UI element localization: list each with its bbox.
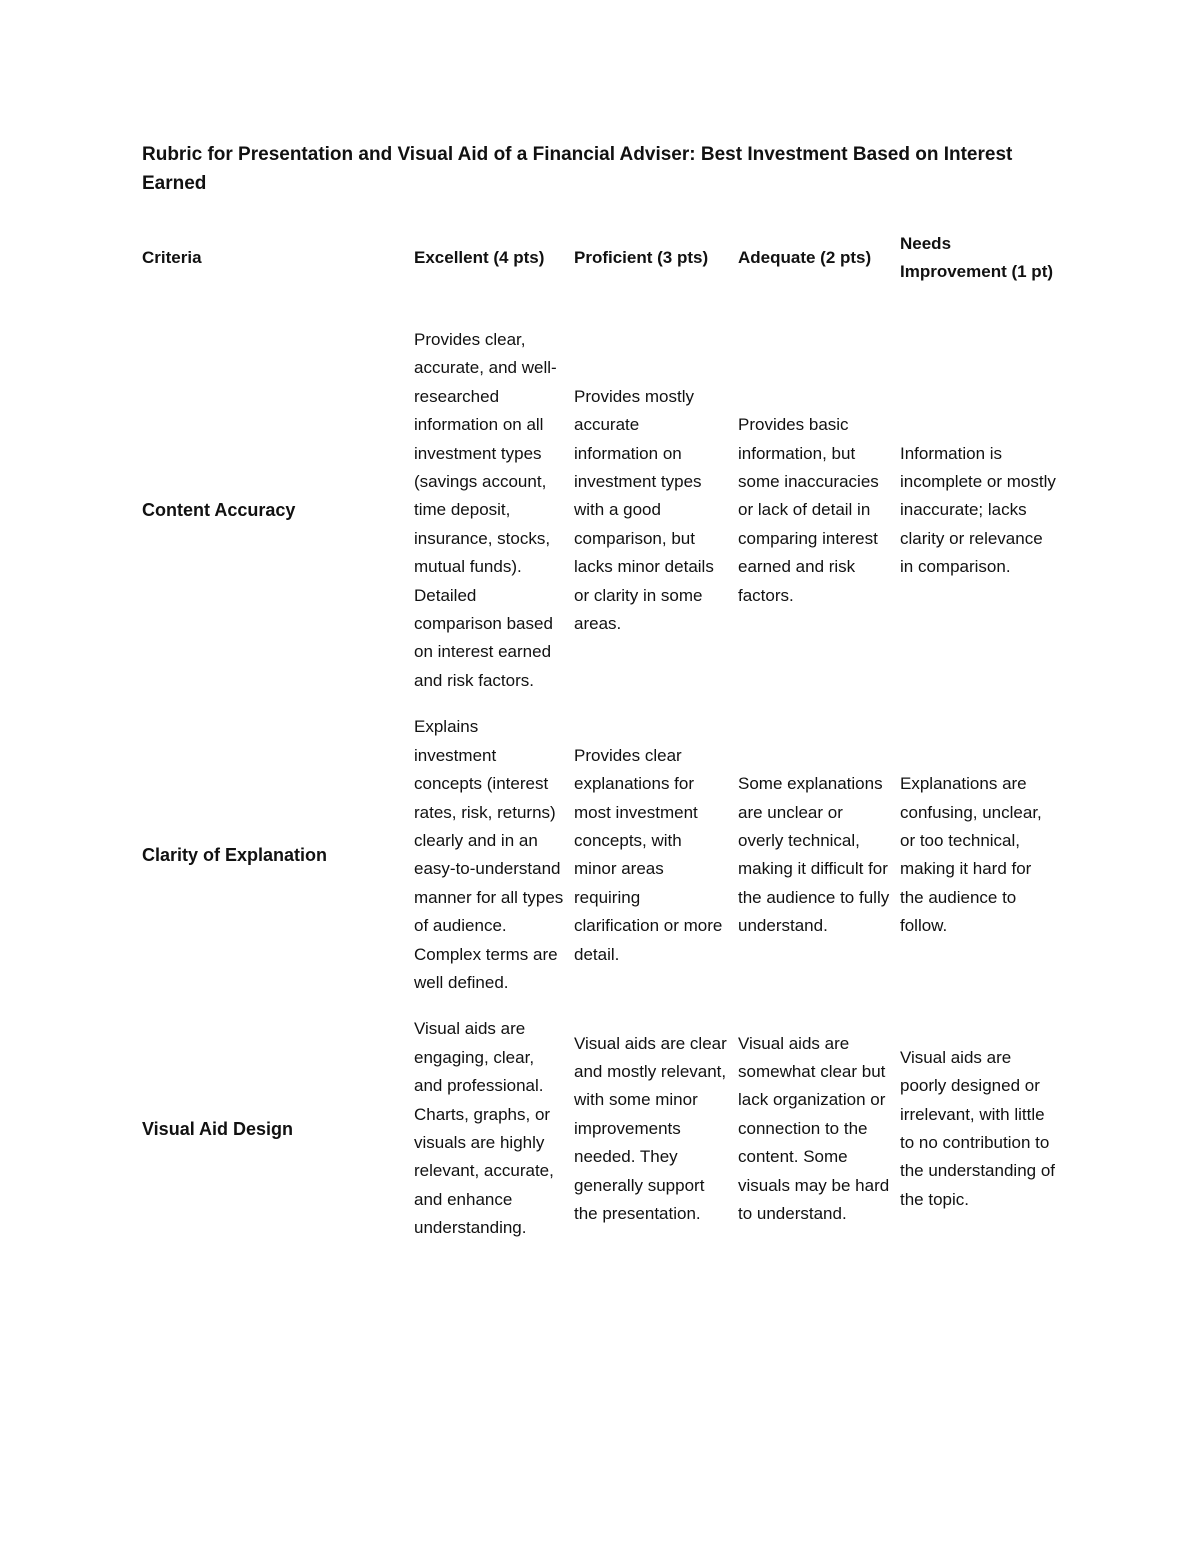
header-row bbox=[136, 212, 1062, 322]
needs-improvement-cell: Information is incomplete or mostly inaccurate; lacks clarity or relevance in comparison. bbox=[900, 443, 1056, 577]
proficient-cell: Visual aids are clear and mostly relevant, with some minor improvements needed. They generally support the presentation. bbox=[574, 1033, 727, 1223]
adequate-cell: Visual aids are somewhat clear but lack organization or connection to the content. Some visuals may be hard to understand. bbox=[738, 1033, 890, 1223]
proficient-cell: Provides mostly accurate information on investment types with a good comparison, but lacks minor details or clarity in some areas. bbox=[574, 386, 714, 634]
header-excellent: Excellent (4 pts) bbox=[414, 247, 545, 267]
header-criteria: Criteria bbox=[142, 247, 202, 267]
header-needs-improvement: Needs Improvement (1 pt) bbox=[900, 233, 1054, 281]
adequate-cell: Provides basic information, but some inaccuracies or lack of detail in comparing interest earned and risk factors. bbox=[738, 415, 879, 605]
criteria-cell: Visual Aid Design bbox=[142, 1118, 294, 1139]
needs-improvement-cell: Visual aids are poorly designed or irrelevant, with little to no contribution to the understanding of the topic. bbox=[900, 1047, 1056, 1209]
header-adequate: Adequate (2 pts) bbox=[738, 247, 872, 267]
page-title: Rubric for Presentation and Visual Aid of a Financial Adviser: Best Investment Based on Interest Earned bbox=[142, 144, 1013, 194]
excellent-cell: Explains investment concepts (interest rates, risk, returns) clearly and in an easy-to-understand manner for all types of audience. Complex terms are well defined. bbox=[414, 717, 564, 992]
needs-improvement-cell: Explanations are confusing, unclear, or too technical, making it hard for the audience to follow. bbox=[900, 774, 1042, 936]
criteria-cell: Content Accuracy bbox=[142, 500, 296, 521]
criteria-cell: Clarity of Explanation bbox=[142, 845, 328, 866]
rubric-table bbox=[136, 212, 1062, 1257]
adequate-cell: Some explanations are unclear or overly technical, making it difficult for the audience to fully understand. bbox=[738, 774, 890, 936]
table-row bbox=[136, 322, 1062, 709]
header-proficient: Proficient (3 pts) bbox=[574, 247, 709, 267]
excellent-cell: Visual aids are engaging, clear, and professional. Charts, graphs, or visuals are highly relevant, accurate, and enhance understanding. bbox=[414, 1019, 554, 1238]
excellent-cell: Provides clear, accurate, and well-researched information on all investment types (savings account, time deposit, insurance, stocks, mutual funds). Detailed comparison based on interest earned and risk factors. bbox=[414, 330, 557, 690]
table-row bbox=[136, 709, 1062, 1011]
table-row bbox=[136, 1011, 1062, 1256]
proficient-cell: Provides clear explanations for most investment concepts, with minor areas requiring clarification or more detail. bbox=[574, 745, 723, 964]
